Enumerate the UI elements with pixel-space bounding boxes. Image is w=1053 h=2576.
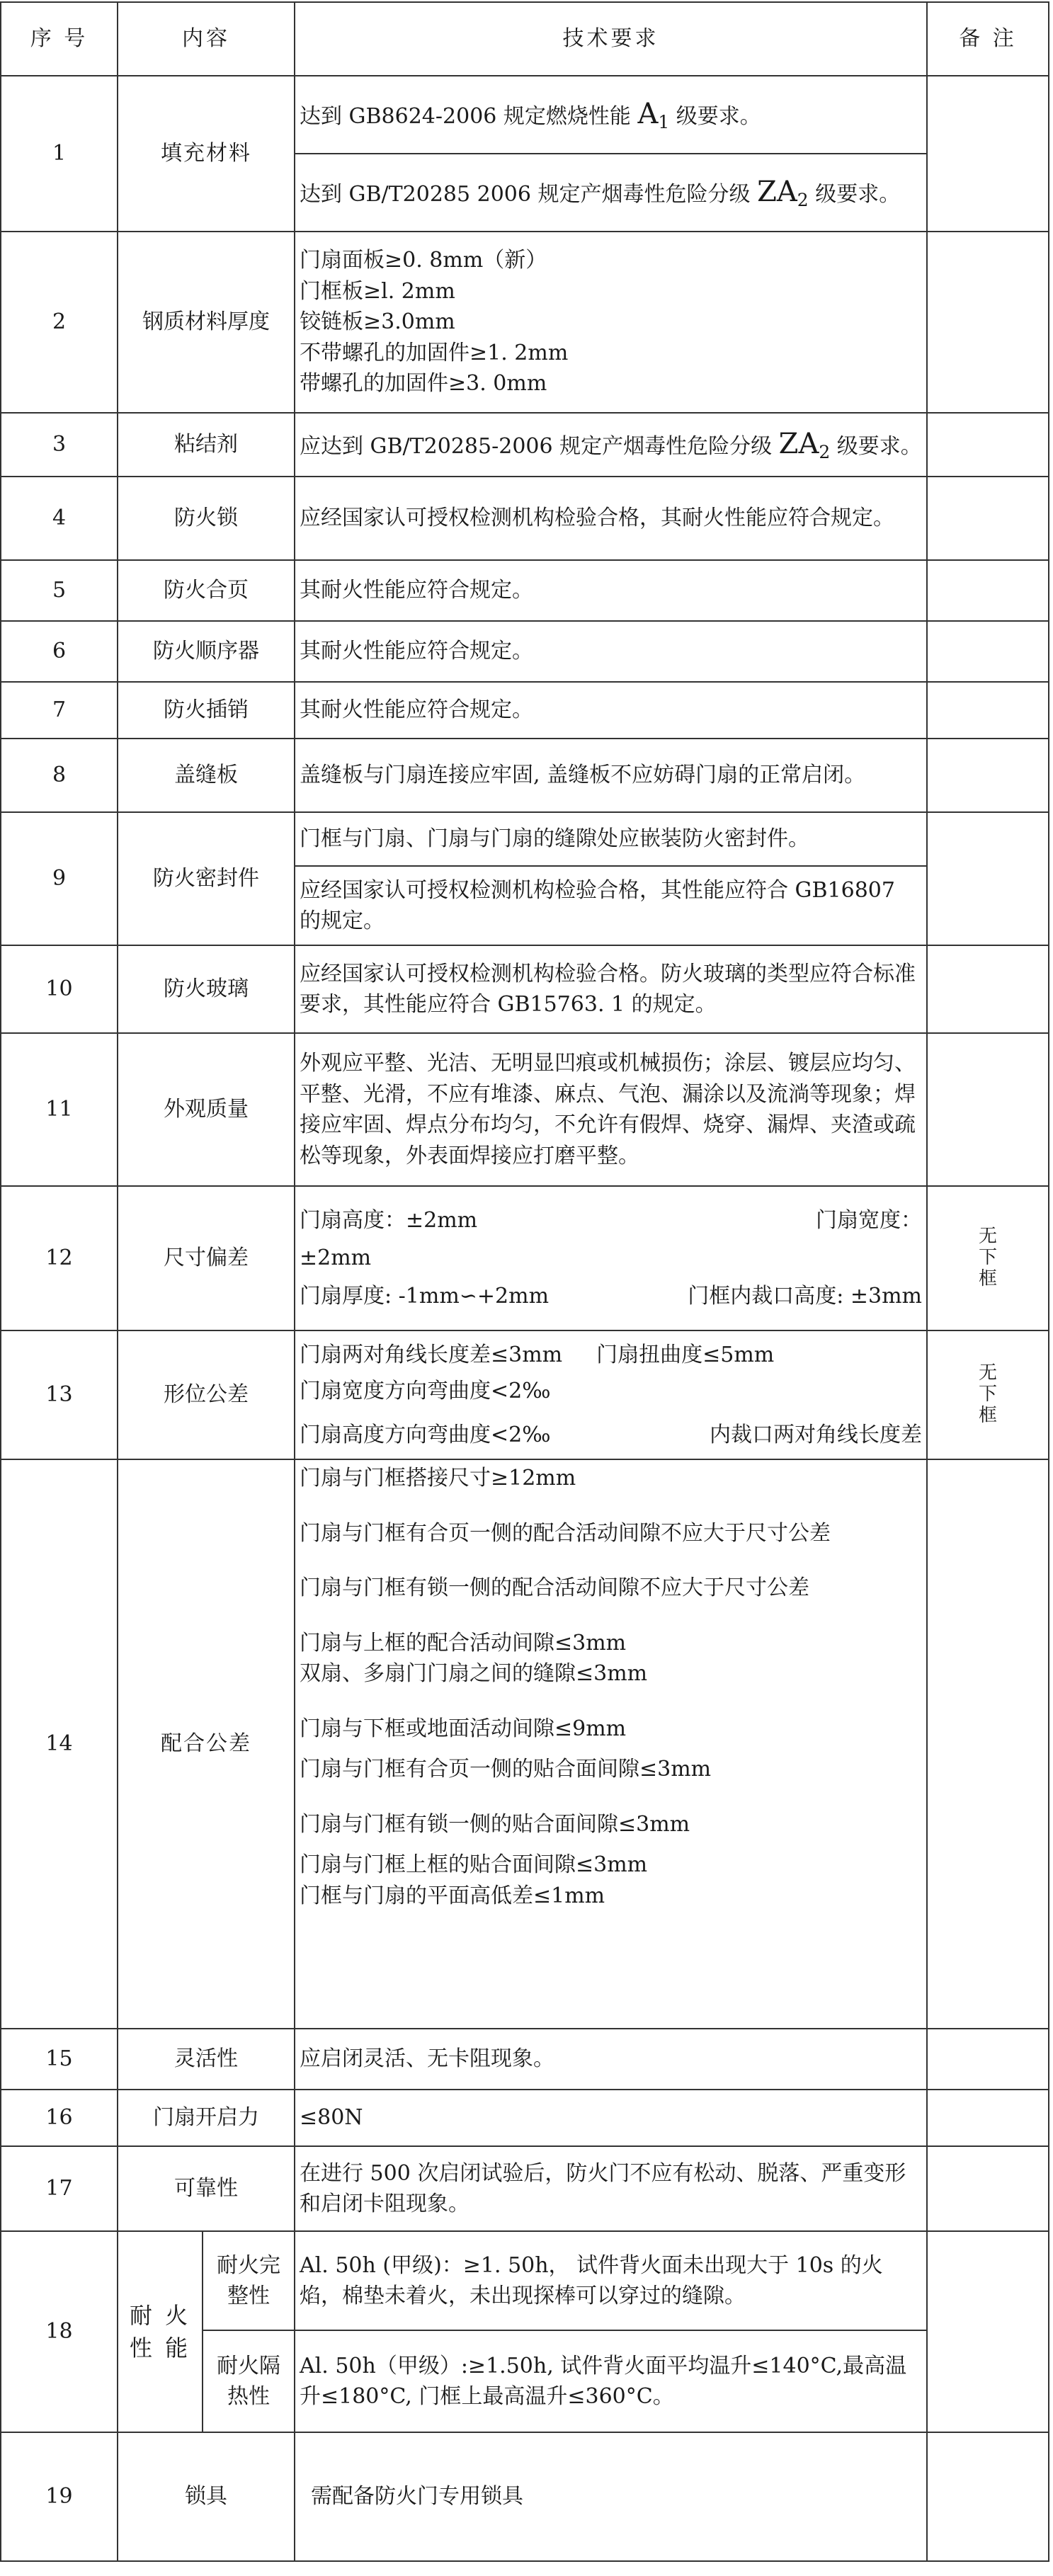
row-item: 锁具: [118, 2432, 295, 2561]
row-number: 2: [1, 232, 118, 413]
row-item: 可靠性: [118, 2146, 295, 2231]
row-note: [927, 2432, 1049, 2561]
row-number: 17: [1, 2146, 118, 2231]
row-requirement: 在进行 500 次启闭试验后，防火门不应有松动、脱落、严重变形和启闭卡阻现象。: [295, 2146, 927, 2231]
row-number: 4: [1, 477, 118, 560]
row-number: 13: [1, 1330, 118, 1459]
row-number: 9: [1, 812, 118, 945]
row-item: 钢质材料厚度: [118, 232, 295, 413]
row-item: 外观质量: [118, 1033, 295, 1186]
row-item: 填充材料: [118, 76, 295, 232]
row-item: 耐 火 性 能: [118, 2231, 203, 2432]
technical-requirements-table: [0, 1, 1049, 2562]
row-item: 防火合页: [118, 560, 295, 621]
table-row: [1, 2146, 1049, 2231]
row-requirement: 需配备防火门专用锁具: [295, 2432, 927, 2561]
row-item: 防火插销: [118, 682, 295, 739]
row-number: 5: [1, 560, 118, 621]
table-row: [1, 477, 1049, 560]
row-requirement: 其耐火性能应符合规定。: [295, 682, 927, 739]
row-note: [927, 621, 1049, 682]
row-requirement: 应达到 GB/T20285-2006 规定产烟毒性危险分级 $ZA_2$ 级要求。: [295, 413, 927, 477]
row-requirement: ≤80N: [295, 2090, 927, 2146]
row-number: 14: [1, 1459, 118, 2029]
table-row: [1, 1330, 1049, 1459]
row-requirement: 门扇面板≥0. 8mm（新） 门框板≥l. 2mm 铰链板≥3.0mm 不带螺孔的加固件≥1. 2mm 带螺孔的加固件≥3. 0mm: [295, 232, 927, 413]
row-requirement: 门扇两对角线长度差≤3mm 门扇扭曲度≤5mm 门扇宽度方向弯曲度<2‰ 门扇高度方向弯曲度<2‰ 内裁口两对角线长度差: [295, 1330, 927, 1459]
row-note: [927, 413, 1049, 477]
row-note: [927, 76, 1049, 232]
table-row: [1, 76, 1049, 154]
row-requirement: 其耐火性能应符合规定。: [295, 560, 927, 621]
row-requirement: 外观应平整、光洁、无明显凹痕或机械损伤；涂层、镀层应均匀、平整、光滑，不应有堆漆、麻点、气泡、漏涂以及流淌等现象；焊接应牢固、焊点分布均匀，不允许有假焊、烧穿、漏焊、夹渣或疏松等现象，外表面焊接应打磨平整。: [295, 1033, 927, 1186]
row-item: 门扇开启力: [118, 2090, 295, 2146]
row-item: 防火锁: [118, 477, 295, 560]
row-number: 15: [1, 2029, 118, 2090]
table-row: [1, 2231, 1049, 2330]
table-row: [1, 682, 1049, 739]
table-row: [1, 232, 1049, 413]
table-row: [1, 2029, 1049, 2090]
row-item: 粘结剂: [118, 413, 295, 477]
row-number: 16: [1, 2090, 118, 2146]
row-note: [927, 739, 1049, 812]
row-note: [927, 945, 1049, 1033]
row-note: [927, 2231, 1049, 2432]
table-row: [1, 812, 1049, 866]
row-note: [927, 2146, 1049, 2231]
row-number: 6: [1, 621, 118, 682]
row-number: 3: [1, 413, 118, 477]
row-note: [927, 2029, 1049, 2090]
table-row: [1, 413, 1049, 477]
row-note: [927, 682, 1049, 739]
row-number: 10: [1, 945, 118, 1033]
row-number: 1: [1, 76, 118, 232]
row-number: 18: [1, 2231, 118, 2432]
row-requirement: 门框与门扇、门扇与门扇的缝隙处应嵌装防火密封件。: [295, 812, 927, 866]
table-row: [1, 560, 1049, 621]
row-requirement: 门扇与门框搭接尺寸≥12mm 门扇与门框有合页一侧的配合活动间隙不应大于尺寸公差 门扇与门框有锁一侧的配合活动间隙不应大于尺寸公差 门扇与上框的配合活动间隙≤3mm 双扇、多扇门门扇之间的缝隙≤3mm 门扇与下框或地面活动间隙≤9mm 门扇与门框有合页一侧的贴合面间隙≤3mm 门扇与门框有锁一侧的贴合面间隙≤3mm 门扇与门框上框的贴合面间隙≤3mm 门框与门扇的平面高低差≤1mm: [295, 1459, 927, 2029]
row-requirement: 应启闭灵活、无卡阻现象。: [295, 2029, 927, 2090]
table-row: [1, 1186, 1049, 1330]
row-requirement: 应经国家认可授权检测机构检验合格。防火玻璃的类型应符合标准要求，其性能应符合 GB15763. 1 的规定。: [295, 945, 927, 1033]
table-row: [1, 1459, 1049, 2029]
row-item: 盖缝板: [118, 739, 295, 812]
row-note: [927, 560, 1049, 621]
row-item: 灵活性: [118, 2029, 295, 2090]
row-note: [927, 477, 1049, 560]
table-row: [1, 2090, 1049, 2146]
row-note: [927, 1033, 1049, 1186]
row-note: [927, 2090, 1049, 2146]
row-note: 无下框: [927, 1186, 1049, 1330]
row-note: [927, 812, 1049, 945]
row-requirement: Al. 50h (甲级)：≥1. 50h， 试件背火面未出现大于 10s 的火焰，棉垫未着火，未出现探棒可以穿过的缝隙。: [295, 2231, 927, 2330]
row-requirement: Al. 50h（甲级）:≥1.50h, 试件背火面平均温升≤140°C,最高温升≤180°C, 门框上最高温升≤360°C。: [295, 2330, 927, 2432]
row-requirement: 应经国家认可授权检测机构检验合格，其性能应符合 GB16807 的规定。: [295, 866, 927, 945]
row-note: [927, 1459, 1049, 2029]
row-requirement: 应经国家认可授权检测机构检验合格，其耐火性能应符合规定。: [295, 477, 927, 560]
table-row: [1, 1033, 1049, 1186]
header-no: 序 号: [1, 2, 118, 76]
table-row: [1, 739, 1049, 812]
row-item: 尺寸偏差: [118, 1186, 295, 1330]
row-item: 防火密封件: [118, 812, 295, 945]
row-requirement: 门扇高度：±2mm 门扇宽度： ±2mm 门扇厚度: -1mm∽+2mm 门框内裁口高度: ±3mm: [295, 1186, 927, 1330]
row-number: 11: [1, 1033, 118, 1186]
header-note: 备 注: [927, 2, 1049, 76]
row-requirement: 其耐火性能应符合规定。: [295, 621, 927, 682]
row-note: [927, 232, 1049, 413]
table-row: [1, 945, 1049, 1033]
row-requirement: 盖缝板与门扇连接应牢固, 盖缝板不应妨碍门扇的正常启闭。: [295, 739, 927, 812]
row-number: 12: [1, 1186, 118, 1330]
row-item: 防火顺序器: [118, 621, 295, 682]
table-header-row: [1, 2, 1049, 76]
row-item: 防火玻璃: [118, 945, 295, 1033]
header-requirement: 技术要求: [295, 2, 927, 76]
row-item: 形位公差: [118, 1330, 295, 1459]
header-item: 内容: [118, 2, 295, 76]
row-item: 配合公差: [118, 1459, 295, 2029]
table-row: [1, 2432, 1049, 2561]
row-note: 无下框: [927, 1330, 1049, 1459]
row-number: 7: [1, 682, 118, 739]
row-number: 8: [1, 739, 118, 812]
row-number: 19: [1, 2432, 118, 2561]
table-row: [1, 621, 1049, 682]
row-requirement: 达到 GB8624-2006 规定燃烧性能 $A_1$ 级要求。: [295, 76, 927, 154]
row-requirement: 达到 GB/T20285 2006 规定产烟毒性危险分级 $ZA_2$ 级要求。: [295, 154, 927, 232]
row-subitem: 耐火完整性: [203, 2231, 295, 2330]
row-subitem: 耐火隔热性: [203, 2330, 295, 2432]
